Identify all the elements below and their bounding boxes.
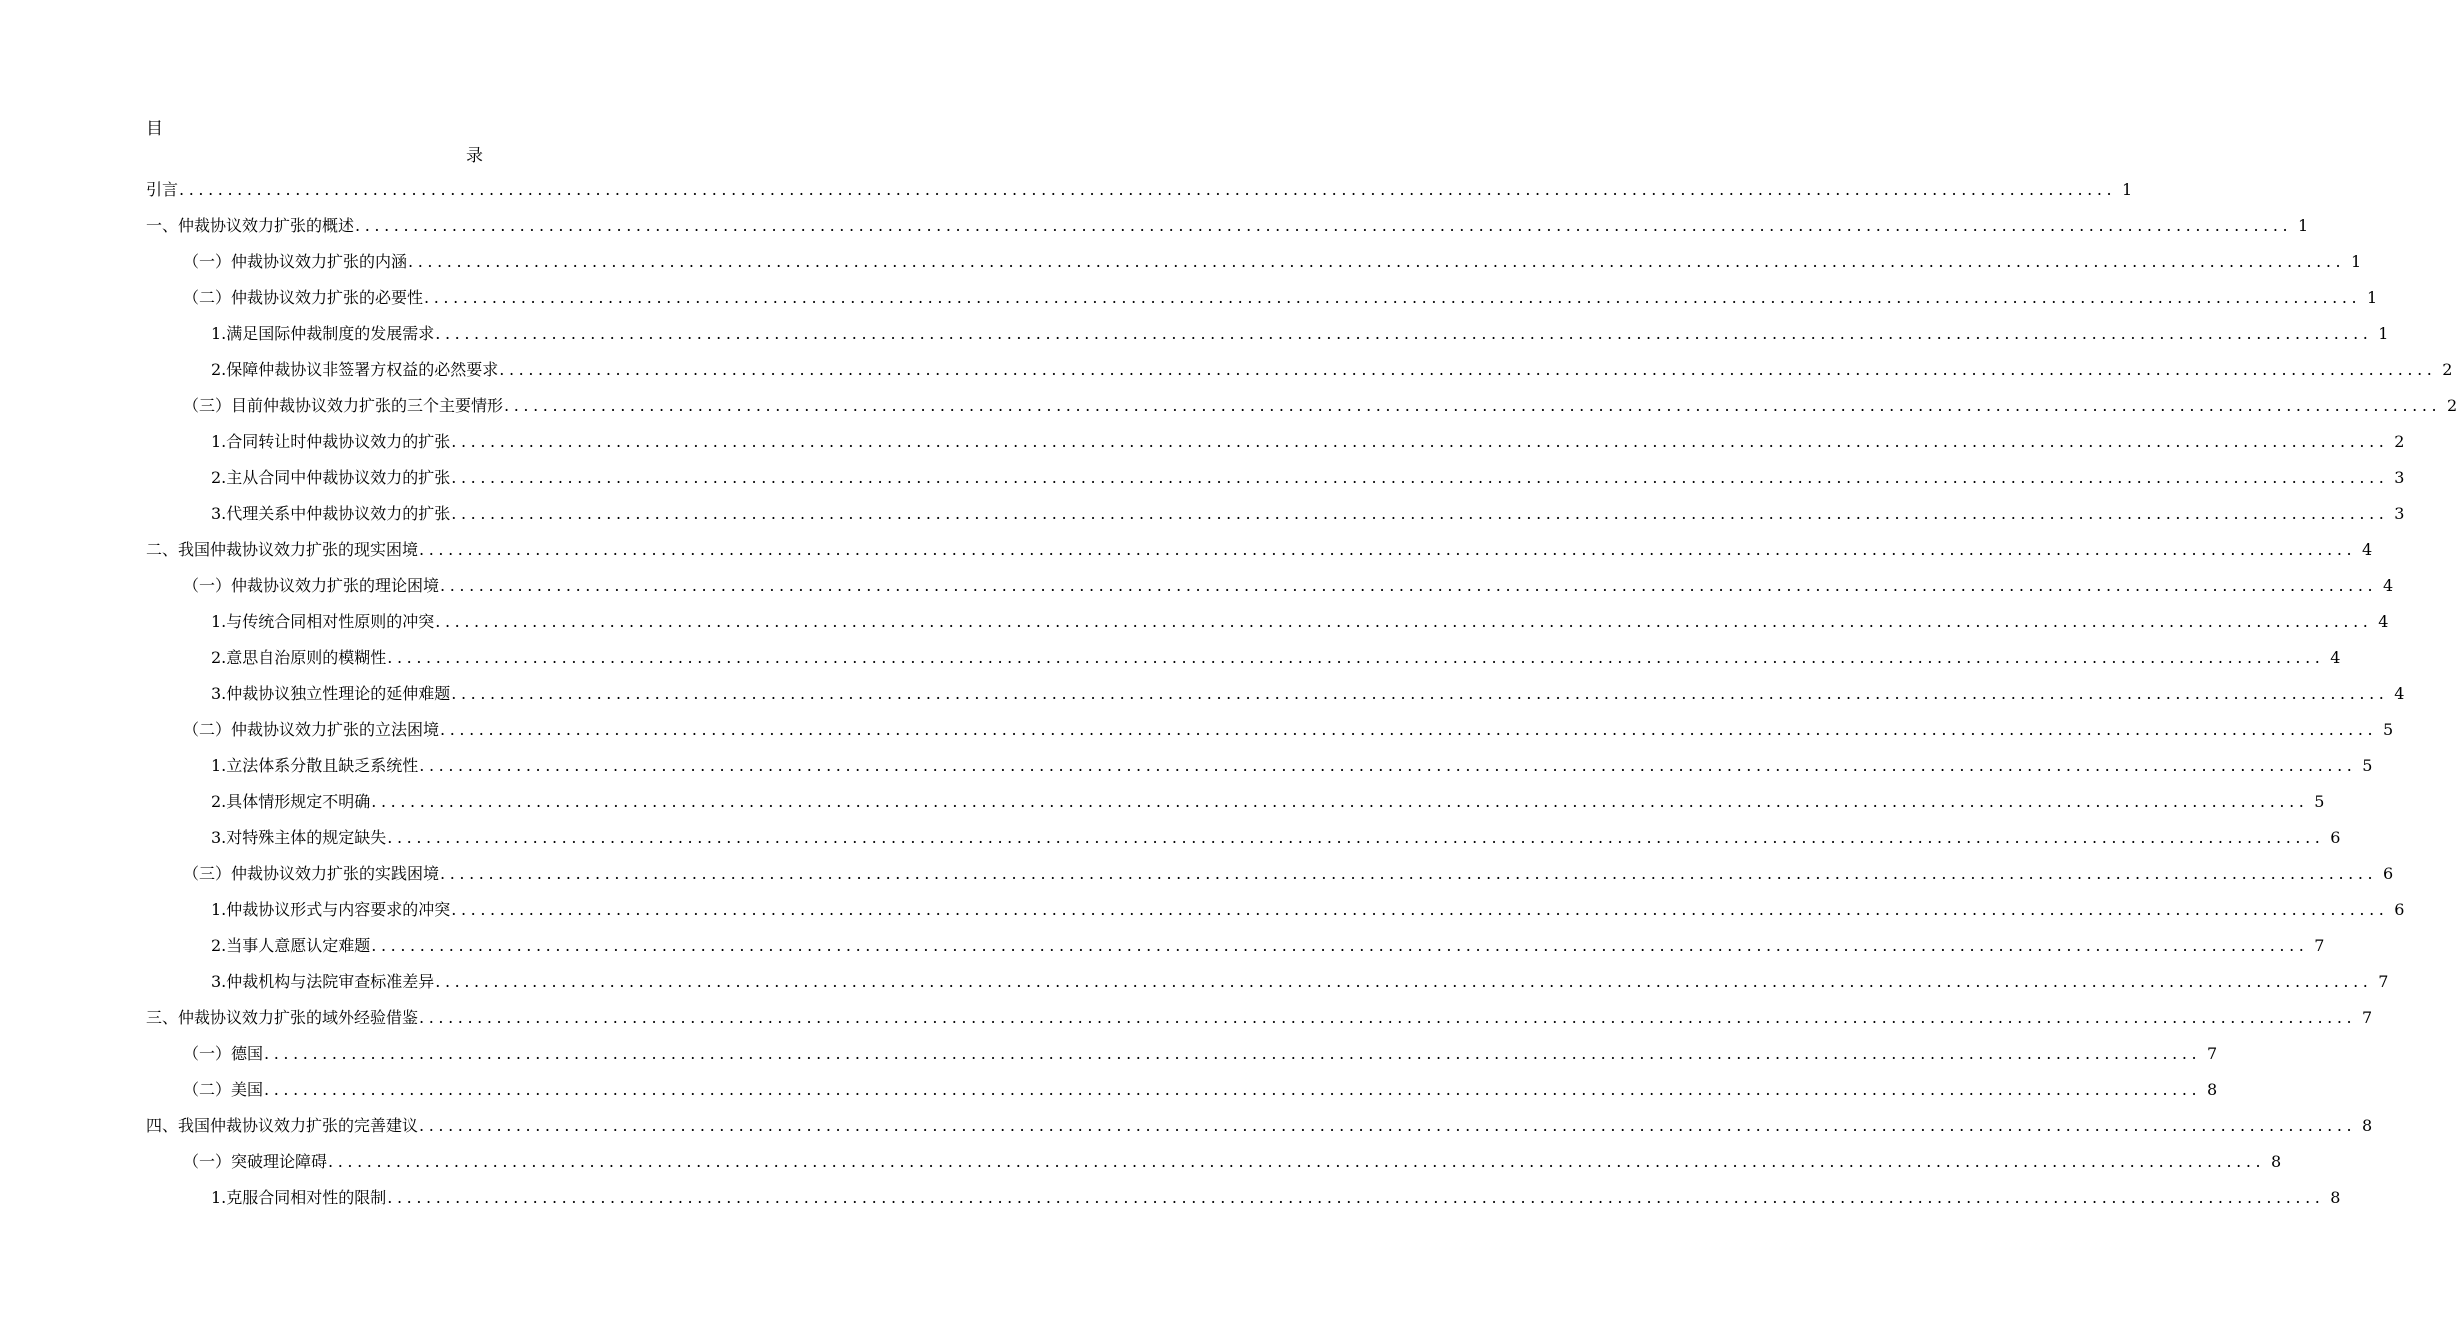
toc-entry-title: （一）仲裁协议效力扩张的理论困境	[183, 576, 440, 595]
toc-dot-leader: ........................................................................................................................................................................................................	[440, 720, 2378, 739]
toc-entry-page-number: 4	[2330, 648, 2341, 667]
toc-entry-page-number: 2	[2394, 432, 2405, 451]
toc-entry-page-number: 2	[2442, 360, 2453, 379]
toc-entry-page-number: 2	[2447, 396, 2457, 415]
toc-dot-leader: ........................................................................................................................................................................................................	[387, 1188, 2325, 1207]
toc-entry[interactable]	[0, 424, 2405, 460]
toc-dot-leader: ........................................................................................................................................................................................................	[440, 864, 2378, 883]
toc-dot-leader: ........................................................................................................................................................................................................	[419, 540, 2357, 559]
toc-entry-title: 3.仲裁机构与法院审查标准差异	[211, 972, 435, 991]
toc-entry[interactable]	[0, 1036, 2218, 1072]
toc-dot-leader: ........................................................................................................................................................................................................	[371, 792, 2309, 811]
toc-dot-leader: ........................................................................................................................................................................................................	[387, 648, 2325, 667]
toc-entry[interactable]	[0, 820, 2341, 856]
toc-entry-page-number: 7	[2378, 972, 2389, 991]
toc-entry-title: 1.克服合同相对性的限制	[211, 1188, 387, 1207]
toc-dot-leader: ........................................................................................................................................................................................................	[355, 216, 2293, 235]
toc-entry[interactable]	[0, 460, 2405, 496]
toc-entry-title: （二）美国	[183, 1080, 264, 1099]
toc-entry[interactable]	[0, 568, 2394, 604]
toc-title-part1: 目	[146, 119, 163, 139]
toc-entry[interactable]	[0, 856, 2394, 892]
toc-entry-title: 2.意思自治原则的模糊性	[211, 648, 387, 667]
toc-entry-page-number: 7	[2207, 1044, 2218, 1063]
toc-entry-page-number: 1	[2298, 216, 2309, 235]
toc-entry-page-number: 1	[2378, 324, 2389, 343]
toc-entry-page-number: 8	[2271, 1152, 2282, 1171]
toc-entry[interactable]	[0, 964, 2389, 1000]
toc-dot-leader: ........................................................................................................................................................................................................	[451, 900, 2389, 919]
toc-entry[interactable]	[0, 1000, 2373, 1036]
toc-dot-leader: ........................................................................................................................................................................................................	[504, 396, 2442, 415]
toc-dot-leader: ........................................................................................................................................................................................................	[179, 180, 2117, 199]
toc-dot-leader: ........................................................................................................................................................................................................	[435, 972, 2373, 991]
toc-entry-page-number: 8	[2362, 1116, 2373, 1135]
toc-entry[interactable]	[0, 244, 2362, 280]
toc-entry-title: （三）目前仲裁协议效力扩张的三个主要情形	[183, 396, 504, 415]
toc-entry[interactable]	[0, 532, 2373, 568]
toc-entry-page-number: 4	[2362, 540, 2373, 559]
toc-entry-page-number: 1	[2367, 288, 2378, 307]
toc-entry-page-number: 1	[2122, 180, 2133, 199]
toc-title-part2: 录	[466, 146, 483, 166]
toc-entry-title: 3.代理关系中仲裁协议效力的扩张	[211, 504, 451, 523]
toc-entry-page-number: 6	[2330, 828, 2341, 847]
toc-entry[interactable]	[0, 784, 2325, 820]
toc-entry[interactable]	[0, 604, 2389, 640]
toc-entry[interactable]	[0, 928, 2325, 964]
toc-dot-leader: ........................................................................................................................................................................................................	[371, 936, 2309, 955]
toc-entry[interactable]	[0, 676, 2405, 712]
toc-entry[interactable]	[0, 316, 2389, 352]
toc-entry-title: 1.合同转让时仲裁协议效力的扩张	[211, 432, 451, 451]
toc-entry[interactable]	[0, 388, 2457, 424]
toc-dot-leader: ........................................................................................................................................................................................................	[451, 684, 2389, 703]
toc-dot-leader: ........................................................................................................................................................................................................	[451, 504, 2389, 523]
toc-entry-title: 2.具体情形规定不明确	[211, 792, 371, 811]
toc-entry-title: 1.仲裁协议形式与内容要求的冲突	[211, 900, 451, 919]
toc-entry[interactable]	[0, 1144, 2282, 1180]
toc-entry-title: 1.与传统合同相对性原则的冲突	[211, 612, 435, 631]
toc-entry[interactable]	[0, 280, 2378, 316]
toc-entry-page-number: 5	[2314, 792, 2325, 811]
toc-entry-title: 3.对特殊主体的规定缺失	[211, 828, 387, 847]
toc-dot-leader: ........................................................................................................................................................................................................	[264, 1080, 2202, 1099]
toc-dot-leader: ........................................................................................................................................................................................................	[387, 828, 2325, 847]
toc-entry[interactable]	[0, 1180, 2341, 1216]
toc-entry-page-number: 4	[2383, 576, 2394, 595]
toc-entry[interactable]	[0, 172, 2133, 208]
toc-entry-page-number: 8	[2330, 1188, 2341, 1207]
toc-entry[interactable]	[0, 352, 2453, 388]
toc-dot-leader: ........................................................................................................................................................................................................	[499, 360, 2437, 379]
toc-entry[interactable]	[0, 748, 2373, 784]
toc-entry-title: （二）仲裁协议效力扩张的立法困境	[183, 720, 440, 739]
toc-entry-page-number: 5	[2383, 720, 2394, 739]
toc-entry-title: 2.当事人意愿认定难题	[211, 936, 371, 955]
toc-entry-title: （三）仲裁协议效力扩张的实践困境	[183, 864, 440, 883]
toc-entry[interactable]	[0, 1108, 2373, 1144]
toc-dot-leader: ........................................................................................................................................................................................................	[328, 1152, 2266, 1171]
toc-entry-title: 二、我国仲裁协议效力扩张的现实困境	[146, 540, 419, 559]
toc-dot-leader: ........................................................................................................................................................................................................	[264, 1044, 2202, 1063]
toc-entry-title: 2.保障仲裁协议非签署方权益的必然要求	[211, 360, 499, 379]
toc-entry[interactable]	[0, 208, 2309, 244]
toc-entry[interactable]	[0, 712, 2394, 748]
toc-entry-page-number: 8	[2207, 1080, 2218, 1099]
toc-dot-leader: ........................................................................................................................................................................................................	[408, 252, 2346, 271]
toc-entry-page-number: 4	[2394, 684, 2405, 703]
toc-entry-page-number: 4	[2378, 612, 2389, 631]
toc-dot-leader: ........................................................................................................................................................................................................	[419, 1008, 2357, 1027]
toc-entry-page-number: 5	[2362, 756, 2373, 775]
toc-dot-leader: ........................................................................................................................................................................................................	[419, 756, 2357, 775]
toc-entry-title: 3.仲裁协议独立性理论的延伸难题	[211, 684, 451, 703]
toc-entry-title: （一）仲裁协议效力扩张的内涵	[183, 252, 408, 271]
toc-entry-page-number: 6	[2394, 900, 2405, 919]
toc-entry[interactable]	[0, 496, 2405, 532]
toc-entry-page-number: 1	[2351, 252, 2362, 271]
toc-entry-page-number: 3	[2394, 468, 2405, 487]
toc-entry[interactable]	[0, 892, 2405, 928]
toc-entry-page-number: 7	[2314, 936, 2325, 955]
toc-entry-title: 一、仲裁协议效力扩张的概述	[146, 216, 355, 235]
toc-entry-title: 四、我国仲裁协议效力扩张的完善建议	[146, 1116, 419, 1135]
toc-entry-title: （一）突破理论障碍	[183, 1152, 328, 1171]
toc-entry-title: 1.立法体系分散且缺乏系统性	[211, 756, 419, 775]
toc-dot-leader: ........................................................................................................................................................................................................	[435, 612, 2373, 631]
toc-dot-leader: ........................................................................................................................................................................................................	[424, 288, 2362, 307]
toc-entry-page-number: 7	[2362, 1008, 2373, 1027]
toc-dot-leader: ........................................................................................................................................................................................................	[451, 432, 2389, 451]
toc-entry-title: 三、仲裁协议效力扩张的域外经验借鉴	[146, 1008, 419, 1027]
toc-dot-leader: ........................................................................................................................................................................................................	[440, 576, 2378, 595]
toc-entry-title: 1.满足国际仲裁制度的发展需求	[211, 324, 435, 343]
table-of-contents	[0, 172, 2457, 1216]
toc-dot-leader: ........................................................................................................................................................................................................	[435, 324, 2373, 343]
toc-entry-page-number: 6	[2383, 864, 2394, 883]
toc-dot-leader: ........................................................................................................................................................................................................	[419, 1116, 2357, 1135]
toc-entry-title: 引言	[146, 180, 179, 199]
toc-entry-title: （一）德国	[183, 1044, 264, 1063]
toc-dot-leader: ........................................................................................................................................................................................................	[451, 468, 2389, 487]
toc-entry[interactable]	[0, 640, 2341, 676]
toc-entry-page-number: 3	[2394, 504, 2405, 523]
toc-entry[interactable]	[0, 1072, 2218, 1108]
toc-entry-title: 2.主从合同中仲裁协议效力的扩张	[211, 468, 451, 487]
toc-entry-title: （二）仲裁协议效力扩张的必要性	[183, 288, 424, 307]
